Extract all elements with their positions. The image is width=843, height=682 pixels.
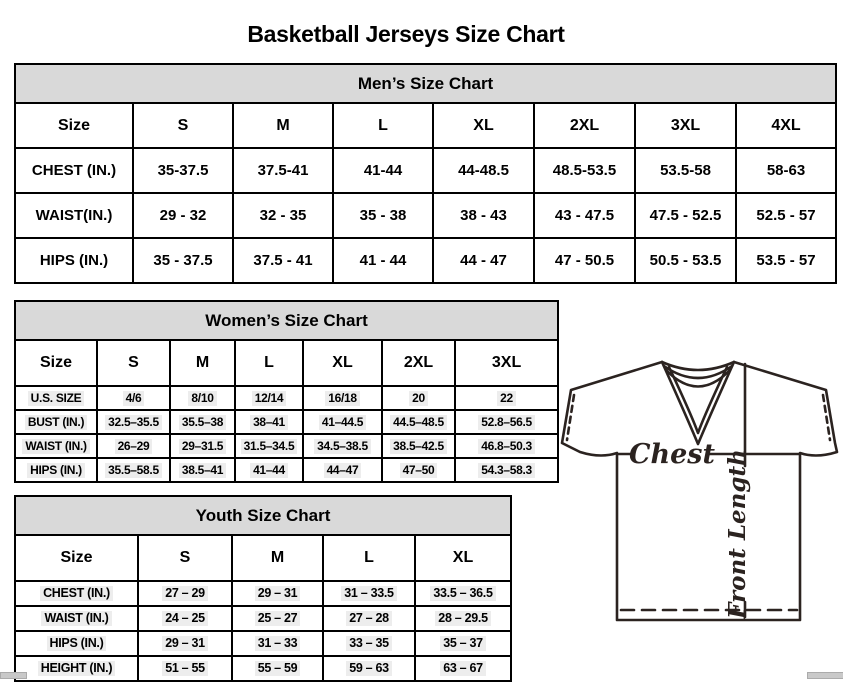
womens-value-cell: 4/6 [97, 386, 170, 410]
mens-value-cell: 32 - 35 [233, 193, 333, 238]
mens-row-label: CHEST (IN.) [15, 148, 133, 193]
youth-value-cell: 63 – 67 [415, 656, 511, 681]
mens-value-cell: 52.5 - 57 [736, 193, 836, 238]
youth-col-header-xl: XL [415, 535, 511, 581]
mens-value-cell: 53.5 - 57 [736, 238, 836, 283]
page-title: Basketball Jerseys Size Chart [247, 21, 565, 48]
chest-measure-label: Chest [629, 439, 715, 470]
womens-value-cell: 47–50 [382, 458, 455, 482]
youth-col-header-s: S [138, 535, 232, 581]
mens-chart-title: Men’s Size Chart [15, 64, 836, 103]
mens-value-cell: 58-63 [736, 148, 836, 193]
womens-measurement-row [15, 434, 558, 458]
youth-value-cell: 33 – 35 [323, 631, 415, 656]
youth-col-header-l: L [323, 535, 415, 581]
mens-value-cell: 41-44 [333, 148, 433, 193]
youth-chart-title: Youth Size Chart [15, 496, 511, 535]
youth-col-header-size: Size [15, 535, 138, 581]
mens-col-header-size: Size [15, 103, 133, 148]
youth-value-cell: 24 – 25 [138, 606, 232, 631]
womens-size-chart [14, 300, 559, 483]
womens-col-header-size: Size [15, 340, 97, 386]
youth-col-header-m: M [232, 535, 323, 581]
youth-value-cell: 55 – 59 [232, 656, 323, 681]
youth-row-label: HIPS (IN.) [15, 631, 138, 656]
womens-value-cell: 26–29 [97, 434, 170, 458]
mens-col-header-s: S [133, 103, 233, 148]
front-length-measure-label: Front Length [724, 449, 751, 619]
womens-measurement-row [15, 410, 558, 434]
youth-value-cell: 59 – 63 [323, 656, 415, 681]
youth-value-cell: 31 – 33 [232, 631, 323, 656]
youth-header-row [15, 535, 511, 581]
womens-value-cell: 8/10 [170, 386, 235, 410]
womens-value-cell: 46.8–50.3 [455, 434, 558, 458]
youth-row-label: CHEST (IN.) [15, 581, 138, 606]
mens-value-cell: 43 - 47.5 [534, 193, 635, 238]
womens-row-label: BUST (IN.) [15, 410, 97, 434]
womens-row-label: U.S. SIZE [15, 386, 97, 410]
womens-size-chart-table [14, 300, 559, 483]
womens-value-cell: 41–44 [235, 458, 303, 482]
jersey-collar-back-arc [662, 362, 734, 370]
youth-value-cell: 35 – 37 [415, 631, 511, 656]
mens-col-header-2xl: 2XL [534, 103, 635, 148]
womens-row-label: HIPS (IN.) [15, 458, 97, 482]
jersey-measurement-diagram [558, 356, 840, 631]
mens-col-header-l: L [333, 103, 433, 148]
mens-size-chart [14, 63, 837, 284]
womens-value-cell: 20 [382, 386, 455, 410]
mens-value-cell: 37.5 - 41 [233, 238, 333, 283]
womens-value-cell: 22 [455, 386, 558, 410]
youth-size-chart [14, 495, 512, 682]
womens-value-cell: 38.5–42.5 [382, 434, 455, 458]
youth-value-cell: 27 – 28 [323, 606, 415, 631]
youth-measurement-row [15, 656, 511, 681]
mens-value-cell: 53.5-58 [635, 148, 736, 193]
mens-row-label: HIPS (IN.) [15, 238, 133, 283]
womens-col-header-2xl: 2XL [382, 340, 455, 386]
mens-header-row [15, 103, 836, 148]
womens-value-cell: 29–31.5 [170, 434, 235, 458]
womens-value-cell: 54.3–58.3 [455, 458, 558, 482]
youth-value-cell: 31 – 33.5 [323, 581, 415, 606]
mens-col-header-xl: XL [433, 103, 534, 148]
womens-value-cell: 52.8–56.5 [455, 410, 558, 434]
mens-value-cell: 48.5-53.5 [534, 148, 635, 193]
womens-measurement-row [15, 386, 558, 410]
horizontal-scrollbar-fragment-right[interactable] [807, 672, 843, 679]
mens-measurement-row [15, 148, 836, 193]
womens-measurement-row [15, 458, 558, 482]
youth-value-cell: 29 – 31 [232, 581, 323, 606]
womens-value-cell: 12/14 [235, 386, 303, 410]
mens-col-header-4xl: 4XL [736, 103, 836, 148]
mens-col-header-m: M [233, 103, 333, 148]
youth-value-cell: 33.5 – 36.5 [415, 581, 511, 606]
womens-value-cell: 31.5–34.5 [235, 434, 303, 458]
womens-value-cell: 35.5–58.5 [97, 458, 170, 482]
womens-value-cell: 34.5–38.5 [303, 434, 382, 458]
youth-value-cell: 51 – 55 [138, 656, 232, 681]
mens-value-cell: 47 - 50.5 [534, 238, 635, 283]
womens-col-header-s: S [97, 340, 170, 386]
youth-value-cell: 27 – 29 [138, 581, 232, 606]
womens-value-cell: 38.5–41 [170, 458, 235, 482]
womens-value-cell: 38–41 [235, 410, 303, 434]
youth-size-chart-table [14, 495, 512, 682]
mens-value-cell: 37.5-41 [233, 148, 333, 193]
youth-measurement-row [15, 581, 511, 606]
youth-measurement-row [15, 606, 511, 631]
womens-value-cell: 35.5–38 [170, 410, 235, 434]
mens-value-cell: 38 - 43 [433, 193, 534, 238]
mens-value-cell: 41 - 44 [333, 238, 433, 283]
womens-row-label: WAIST (IN.) [15, 434, 97, 458]
mens-value-cell: 29 - 32 [133, 193, 233, 238]
mens-value-cell: 35 - 37.5 [133, 238, 233, 283]
mens-measurement-row [15, 193, 836, 238]
youth-value-cell: 25 – 27 [232, 606, 323, 631]
mens-measurement-row [15, 238, 836, 283]
womens-chart-title: Women’s Size Chart [15, 301, 558, 340]
mens-value-cell: 35-37.5 [133, 148, 233, 193]
youth-row-label: HEIGHT (IN.) [15, 656, 138, 681]
mens-value-cell: 44 - 47 [433, 238, 534, 283]
youth-measurement-row [15, 631, 511, 656]
womens-value-cell: 41–44.5 [303, 410, 382, 434]
womens-value-cell: 44–47 [303, 458, 382, 482]
youth-value-cell: 29 – 31 [138, 631, 232, 656]
womens-value-cell: 32.5–35.5 [97, 410, 170, 434]
womens-value-cell: 44.5–48.5 [382, 410, 455, 434]
horizontal-scrollbar-fragment-left[interactable] [0, 672, 27, 679]
mens-col-header-3xl: 3XL [635, 103, 736, 148]
mens-value-cell: 44-48.5 [433, 148, 534, 193]
womens-value-cell: 16/18 [303, 386, 382, 410]
mens-value-cell: 50.5 - 53.5 [635, 238, 736, 283]
mens-row-label: WAIST(IN.) [15, 193, 133, 238]
jersey-outline [562, 362, 837, 620]
womens-col-header-xl: XL [303, 340, 382, 386]
womens-header-row [15, 340, 558, 386]
youth-value-cell: 28 – 29.5 [415, 606, 511, 631]
womens-col-header-l: L [235, 340, 303, 386]
womens-col-header-m: M [170, 340, 235, 386]
mens-value-cell: 35 - 38 [333, 193, 433, 238]
mens-size-chart-table [14, 63, 837, 284]
youth-row-label: WAIST (IN.) [15, 606, 138, 631]
womens-col-header-3xl: 3XL [455, 340, 558, 386]
mens-value-cell: 47.5 - 52.5 [635, 193, 736, 238]
